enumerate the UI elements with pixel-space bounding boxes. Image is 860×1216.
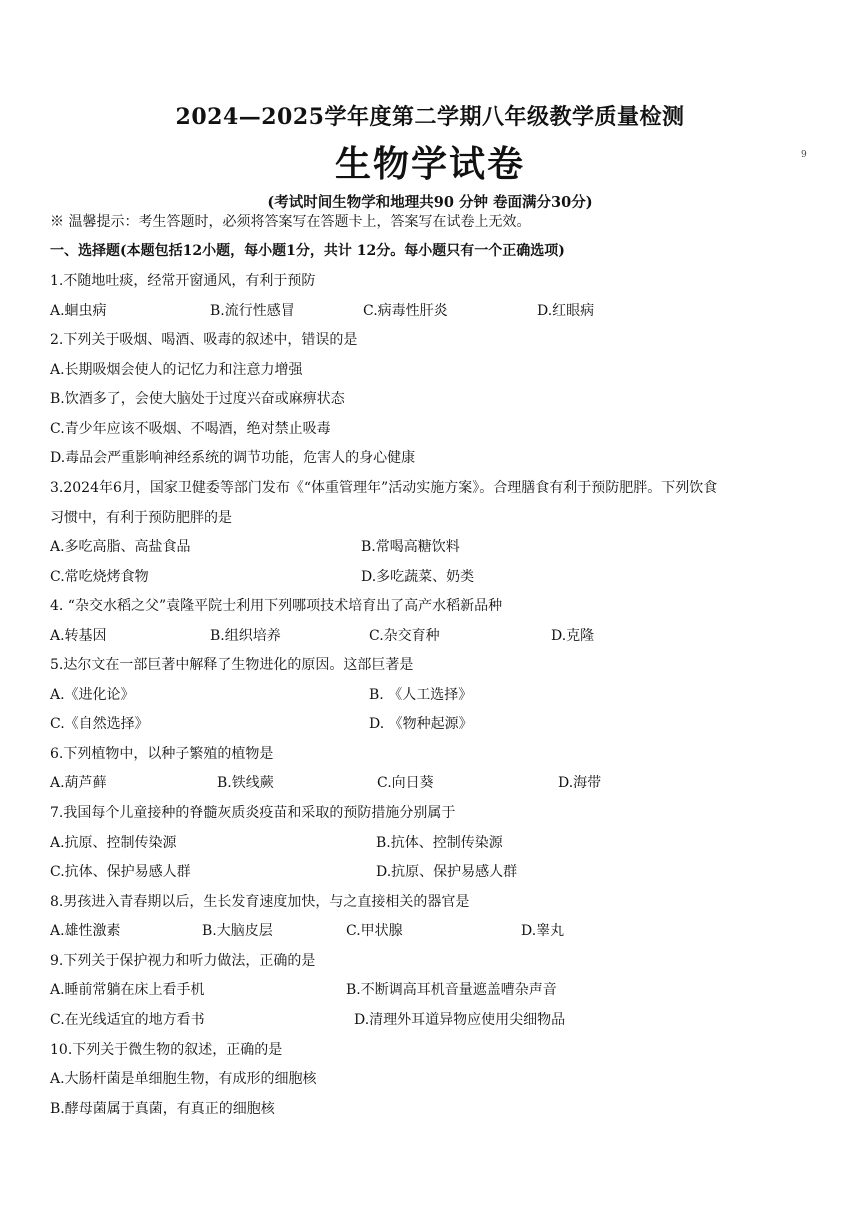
option-c: C.青少年应该不吸烟、不喝酒，绝对禁止吸毒: [50, 421, 331, 437]
option-d: D.清理外耳道异物应使用尖细物品: [354, 1012, 566, 1028]
option-c: C.甲状腺: [346, 923, 403, 939]
option-a: A.蛔虫病: [50, 303, 107, 319]
question-stem: 7.我国每个儿童接种的脊髓灰质炎疫苗和采取的预防措施分别属于: [50, 805, 456, 821]
option-d: D.抗原、保护易感人群: [376, 864, 518, 880]
question-stem: 8.男孩进入青春期以后，生长发育速度加快，与之直接相关的器官是: [50, 894, 470, 910]
option-b: B.常喝高糖饮料: [361, 539, 460, 555]
option-c: C.《自然选择》: [50, 716, 149, 732]
option-d: D.红眼病: [537, 303, 595, 319]
option-b: B.饮酒多了，会使大脑处于过度兴奋或麻痹状态: [50, 391, 345, 407]
exam-info: (考试时间生物学和地理共90 分钟 卷面满分30分): [267, 194, 593, 211]
page-mark: 9: [801, 150, 807, 160]
option-c: C.在光线适宜的地方看书: [50, 1012, 205, 1028]
option-a: A.雄性激素: [50, 923, 121, 939]
option-b: B.组织培养: [210, 628, 281, 644]
option-d: D.海带: [558, 775, 602, 791]
option-c: C.杂交育种: [369, 628, 440, 644]
option-a: A.多吃高脂、高盐食品: [50, 539, 191, 555]
question-stem: 5.达尔文在一部巨著中解释了生物进化的原因。这部巨著是: [50, 657, 414, 673]
option-b: B.酵母菌属于真菌，有真正的细胞核: [50, 1101, 275, 1117]
option-c: C.向日葵: [377, 775, 434, 791]
option-b: B.大脑皮层: [202, 923, 273, 939]
option-a: A.转基因: [50, 628, 107, 644]
option-a: A.长期吸烟会使人的记忆力和注意力增强: [50, 362, 303, 378]
question-stem-continued: 习惯中，有利于预防肥胖的是: [50, 510, 232, 526]
question-stem: 9.下列关于保护视力和听力做法，正确的是: [50, 953, 316, 969]
option-d: D.克隆: [551, 628, 595, 644]
option-c: C.抗体、保护易感人群: [50, 864, 191, 880]
option-d: D.毒品会严重影响神经系统的调节功能，危害人的身心健康: [50, 450, 416, 466]
option-b: B. 《人工选择》: [369, 687, 473, 703]
option-d: D. 《物种起源》: [369, 716, 473, 732]
option-b: B.不断调高耳机音量遮盖嘈杂声音: [346, 982, 557, 998]
option-c: C.病毒性肝炎: [363, 303, 448, 319]
option-b: B.铁线蕨: [217, 775, 274, 791]
option-b: B.抗体、控制传染源: [376, 835, 503, 851]
option-a: A.葫芦藓: [50, 775, 107, 791]
question-stem: 2.下列关于吸烟、喝酒、吸毒的叙述中，错误的是: [50, 332, 358, 348]
option-d: D.睾丸: [521, 923, 565, 939]
section-heading: 一、选择题(本题包括12小题，每小题1分，共计 12分。每小题只有一个正确选项): [50, 243, 565, 259]
question-stem: 3.2024年6月，国家卫健委等部门发布《“体重管理年”活动实施方案》。合理膳食有利于预防肥胖。下列饮食: [50, 480, 718, 496]
question-stem: 1.不随地吐痰，经常开窗通风，有利于预防: [50, 273, 316, 289]
exam-title: 2024—2025学年度第二学期八年级教学质量检测: [175, 104, 685, 130]
option-d: D.多吃蔬菜、奶类: [361, 569, 475, 585]
question-stem: 10.下列关于微生物的叙述，正确的是: [50, 1042, 283, 1058]
tip-text: ※ 温馨提示：考生答题时，必须将答案写在答题卡上，答案写在试卷上无效。: [50, 214, 531, 230]
question-stem: 4. “杂交水稻之父”袁隆平院士利用下列哪项技术培育出了高产水稻新品种: [50, 598, 503, 614]
option-a: A.大肠杆菌是单细胞生物，有成形的细胞核: [50, 1071, 317, 1087]
option-c: C.常吃烧烤食物: [50, 569, 149, 585]
option-a: A.《进化论》: [50, 687, 135, 703]
question-stem: 6.下列植物中，以种子繁殖的植物是: [50, 746, 274, 762]
option-a: A.抗原、控制传染源: [50, 835, 177, 851]
option-a: A.睡前常躺在床上看手机: [50, 982, 205, 998]
option-b: B.流行性感冒: [210, 303, 295, 319]
subject-title: 生物学试卷: [334, 143, 525, 185]
